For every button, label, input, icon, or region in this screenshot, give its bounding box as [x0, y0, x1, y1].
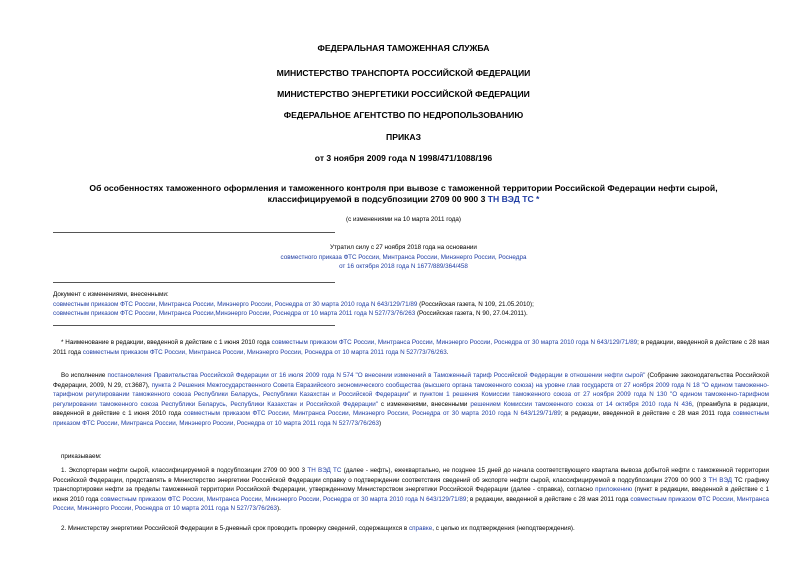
footnote-text: . — [446, 348, 449, 356]
changes-item — [53, 300, 769, 310]
preamble-text: ) — [379, 419, 382, 427]
footnote-text: * Наименование в редакции, введенной в действие с 1 июня 2010 года — [61, 339, 272, 346]
header-org-fts: ФЕДЕРАЛЬНАЯ ТАМОЖЕННАЯ СЛУЖБА — [317, 43, 490, 53]
footnote-link-2011[interactable]: совместным приказом ФТС России, Минтранса России, Минэнерго России, Роснедра от 10 марта 2011 года N 527/73/76/263 — [82, 348, 447, 356]
divider — [53, 282, 335, 283]
title-footnote — [53, 338, 769, 357]
changes-item2-source: (Российская газета, N 90, 27.04.2011). — [415, 310, 528, 317]
doc-title-line2 — [40, 194, 767, 205]
changes-item1-source: (Российская газета, N 109, 21.05.2010); — [417, 300, 534, 308]
preamble-text: и — [410, 391, 420, 398]
doc-title-line1: Об особенностях таможенного оформления и таможенного контроля при вывозе с таможенной территории Российской Федерации нефти сырой, — [89, 183, 718, 193]
changes-item — [53, 309, 769, 319]
order-item1-link-2011[interactable]: совместным приказом ФТС России, Минтранса России, Минэнерго России, Роснедра от 10 марта 2011 года N 527/73/76/263 — [53, 495, 769, 512]
certificate-link[interactable]: справке — [408, 525, 433, 532]
order-item-text: 2. Министерству энергетики Российской Федерации в 5-дневный срок проводить проверку сведений, содержащихся в — [61, 525, 409, 532]
preamble-text: ; в редакции, введенной в действие с 28 мая 2011 года — [560, 410, 733, 417]
footnote-text: ; в редакции, введенной в действие с 28 мая 2011 года — [53, 339, 769, 356]
changes-block — [53, 290, 769, 319]
doc-title-line2-text: классифицируемой в подсубпозиции 2709 00 900 3 — [267, 194, 488, 204]
order-item-text: ТС графику транспортировки нефти за пределы таможенной территории Российской Федерации, утвержденному Министерством энергетики Российской Федерации (далее - справка), согласно — [53, 476, 769, 493]
order-item-text: , с целью их подтверждения (неподтверждения). — [432, 525, 575, 532]
order-item-2 — [53, 524, 769, 534]
order-label: приказываем: — [61, 453, 102, 460]
order-item-text: (далее - нефть), ежеквартально, не позднее 15 дней до начала соответствующего квартала вывоза добытой нефти с таможенной территории Российской Федерации, представлять в Министерство энергетики Российской Федерации справку о подтверждении соответствия сведений об экспорте нефти сырой, классифицируемой в подсубпозиции 2709 00 900 3 — [53, 467, 769, 484]
doc-title — [40, 183, 767, 205]
doc-type: ПРИКАЗ — [386, 132, 421, 142]
header-org-minenergo: МИНИСТЕРСТВО ЭНЕРГЕТИКИ РОССИЙСКОЙ ФЕДЕРАЦИИ — [277, 89, 530, 99]
preamble-text: с изменениями, внесенными — [378, 400, 471, 408]
order-item-text: ; в редакции, введенной в действие с 28 мая 2011 года — [466, 495, 631, 503]
tnved-link[interactable]: ТН ВЭД — [708, 476, 733, 484]
preamble-link-2011[interactable]: совместным приказом ФТС России, Минтранса России, Минэнерго России, Роснедра от 10 марта 2011 года N 527/73/76/263 — [53, 410, 769, 427]
tnved-link[interactable]: ТН ВЭД ТС — [487, 194, 534, 204]
footnote-link-2010[interactable]: совместным приказом ФТС России, Минтранса России, Минэнерго России, Роснедра от 30 марта 2010 года N 643/129/71/89 — [271, 339, 638, 346]
expired-order-link[interactable]: совместного приказа ФТС России, Минтранса России, Минэнерго России, Роснедра — [280, 253, 527, 261]
order-item-text: ). — [277, 505, 281, 512]
decision-130-link[interactable]: пунктом 1 решения Комиссии таможенного союза от 27 ноября 2009 года N 130 "О едином таможенно-тарифном регулировании таможенного союза Республики Беларусь, Республики Казахстан и Российской Федерации" — [53, 391, 769, 408]
preamble-text: (Собрание законодательства Российской Федерации, 2009, N 29, ст.3687), — [53, 372, 769, 389]
decision-18-link[interactable]: пункта 2 Решения Межгосударственного Совета Евразийского экономического сообщества (высшего органа таможенного союза) на уровне глав государств от 27 ноября 2009 года N 18 "О едином таможенно-тарифном регулировании таможенного союза Республики Беларусь, Республики Казахстан и Российской Федерации" — [53, 381, 769, 398]
header-org-mintrans: МИНИСТЕРСТВО ТРАНСПОРТА РОССИЙСКОЙ ФЕДЕРАЦИИ — [276, 68, 531, 78]
expired-notice — [0, 243, 807, 272]
order-item-text: 1. Экспортерам нефти сырой, классифицируемой в подсубпозиции 2709 00 900 3 — [61, 467, 308, 474]
header-org-rosnedra: ФЕДЕРАЛЬНОЕ АГЕНТСТВО ПО НЕДРОПОЛЬЗОВАНИЮ — [283, 110, 524, 120]
preamble-text: Во исполнение — [61, 372, 108, 379]
doc-date-number: от 3 ноября 2009 года N 1998/471/1088/196 — [314, 153, 493, 163]
title-footnote-star[interactable]: * — [533, 194, 540, 204]
preamble — [53, 371, 769, 428]
changes-item2-link[interactable]: совместным приказом ФТС России, Минтранса России,Минэнерго России, Роснедра от 10 марта 2011 года N 527/73/76/263 — [53, 310, 416, 317]
order-item1-link-2010[interactable]: совместным приказом ФТС России, Минтранса России, Минэнерго России, Роснедра от 30 марта 2010 года N 643/129/71/89 — [100, 495, 467, 503]
amendments-note: (с изменениями на 10 марта 2011 года) — [345, 216, 462, 223]
appendix-link[interactable]: приложению — [595, 486, 633, 493]
order-item-text: (пункт в редакции, введенной в действие с 1 июня 2010 года — [53, 486, 769, 503]
divider — [53, 232, 335, 233]
divider — [53, 325, 335, 326]
changes-item1-link[interactable]: совместным приказом ФТС России, Минтранса России, Минэнерго России, Роснедра от 30 марта 2010 года N 643/129/71/89 — [53, 300, 418, 308]
preamble-text: , (преамбула в редакции, введенной в действие с 1 июня 2010 года — [53, 400, 769, 417]
preamble-link-2010[interactable]: совместным приказом ФТС России, Минтранса России, Минэнерго России, Роснедра от 30 марта 2010 года N 643/129/71/89 — [183, 410, 561, 417]
expired-notice-text: Утратил силу с 27 ноября 2018 года на основании — [330, 244, 477, 251]
order-item-1 — [53, 466, 769, 514]
resolution-574-link[interactable]: постановления Правительства Российской Федерации от 16 июля 2009 года N 574 "О внесении изменений в Таможенный тариф Российской Федерации в отношении нефти сырой" — [107, 372, 646, 379]
changes-label: Документ с изменениями, внесенными: — [53, 291, 169, 298]
expired-order-date-link[interactable]: от 16 октября 2018 года N 1677/889/364/458 — [339, 263, 468, 270]
tnved-link[interactable]: ТН ВЭД ТС — [307, 467, 342, 474]
decision-436-link[interactable]: решением Комиссии таможенного союза от 14 октября 2010 года N 436 — [470, 400, 693, 408]
